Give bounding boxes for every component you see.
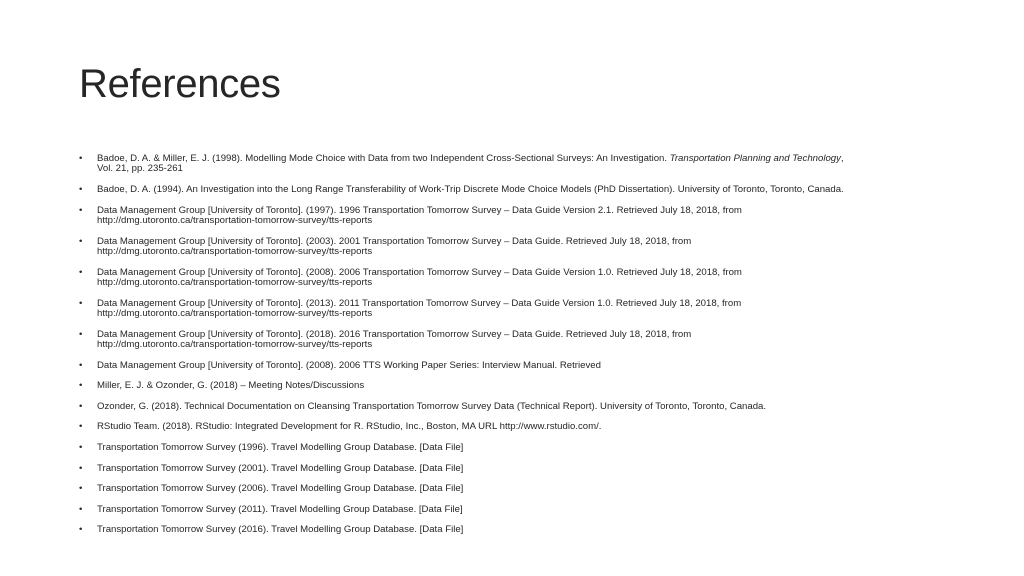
bullet-icon: • xyxy=(79,441,83,453)
reference-line: Vol. 21, pp. 235-261 xyxy=(97,163,183,175)
bullet-icon: • xyxy=(79,421,83,433)
reference-item xyxy=(79,185,949,195)
reference-line: Badoe, D. A. (1994). An Investigation into the Long Range Transferability of Work-Trip Discrete Mode Choice Models (PhD Dissertation). University of Toronto, Toronto, Canada. xyxy=(97,184,844,195)
reference-line: Data Management Group [University of Toronto]. (2008). 2006 Transportation Tomorrow Survey – Data Guide Version 1.0. Retrieved July 18, 2018, from xyxy=(97,266,742,278)
reference-line: Data Management Group [University of Toronto]. (1997). 1996 Transportation Tomorrow Survey – Data Guide Version 2.1. Retrieved July 18, 2018, from xyxy=(97,204,742,216)
bullet-icon: • xyxy=(79,524,83,536)
bullet-icon: • xyxy=(79,153,83,164)
reference-item xyxy=(79,299,949,320)
bullet-icon: • xyxy=(79,483,83,495)
bullet-icon: • xyxy=(79,328,83,340)
reference-text: , xyxy=(840,153,844,164)
reference-line: Transportation Tomorrow Survey (2011). Travel Modelling Group Database. [Data File] xyxy=(97,503,463,515)
reference-item xyxy=(79,422,949,432)
reference-item xyxy=(79,268,949,289)
reference-line: Data Management Group [University of Toronto]. (2003). 2001 Transportation Tomorrow Survey – Data Guide. Retrieved July 18, 2018, from xyxy=(97,235,692,247)
bullet-icon: • xyxy=(79,503,83,515)
reference-line: Transportation Tomorrow Survey (2016). Travel Modelling Group Database. [Data File] xyxy=(97,524,464,536)
reference-line: Transportation Tomorrow Survey (1996). Travel Modelling Group Database. [Data File] xyxy=(97,441,464,453)
bullet-icon: • xyxy=(79,266,83,278)
reference-url: http://dmg.utoronto.ca/transportation-tomorrow-survey/tts-reports xyxy=(97,215,373,226)
reference-line xyxy=(97,154,949,164)
reference-item xyxy=(79,464,949,474)
reference-item xyxy=(79,237,949,258)
bullet-icon: • xyxy=(79,380,83,392)
reference-url: http://dmg.utoronto.ca/transportation-tomorrow-survey/tts-reports xyxy=(97,277,373,288)
reference-item xyxy=(79,381,949,391)
reference-item xyxy=(79,443,949,453)
bullet-icon: • xyxy=(79,400,83,412)
bullet-icon: • xyxy=(79,235,83,247)
reference-item xyxy=(79,361,949,371)
reference-item xyxy=(79,206,949,227)
bullet-icon: • xyxy=(79,359,83,371)
reference-list xyxy=(79,154,949,546)
reference-item xyxy=(79,402,949,412)
reference-url: http://dmg.utoronto.ca/transportation-tomorrow-survey/tts-reports xyxy=(97,246,373,257)
bullet-icon: • xyxy=(79,204,83,216)
reference-line: Data Management Group [University of Toronto]. (2013). 2011 Transportation Tomorrow Survey – Data Guide Version 1.0. Retrieved July 18, 2018, from xyxy=(97,297,742,309)
page-title: References xyxy=(79,62,281,106)
reference-line: Data Management Group [University of Toronto]. (2008). 2006 TTS Working Paper Series: Interview Manual. Retrieved xyxy=(97,359,601,371)
reference-item xyxy=(79,484,949,494)
reference-line: Transportation Tomorrow Survey (2006). Travel Modelling Group Database. [Data File] xyxy=(97,483,464,495)
reference-url: http://dmg.utoronto.ca/transportation-tomorrow-survey/tts-reports xyxy=(97,339,373,350)
reference-item xyxy=(79,525,949,535)
reference-item xyxy=(79,330,949,351)
bullet-icon: • xyxy=(79,462,83,474)
reference-text: Badoe, D. A. & Miller, E. J. (1998). Modelling Mode Choice with Data from two Independent Cross-Sectional Surveys: An Investigation. xyxy=(97,153,670,164)
reference-line: Data Management Group [University of Toronto]. (2018). 2016 Transportation Tomorrow Survey – Data Guide. Retrieved July 18, 2018, from xyxy=(97,328,692,340)
reference-item xyxy=(79,154,949,175)
reference-url: http://dmg.utoronto.ca/transportation-tomorrow-survey/tts-reports xyxy=(97,308,373,319)
reference-line: Miller, E. J. & Ozonder, G. (2018) – Meeting Notes/Discussions xyxy=(97,380,365,392)
reference-line: Ozonder, G. (2018). Technical Documentation on Cleansing Transportation Tomorrow Survey Data (Technical Report). University of Toronto, Toronto, Canada. xyxy=(97,400,767,412)
bullet-icon: • xyxy=(79,184,83,195)
journal-title: Transportation Planning and Technology xyxy=(669,153,841,164)
reference-item xyxy=(79,505,949,515)
bullet-icon: • xyxy=(79,297,83,309)
reference-line: RStudio Team. (2018). RStudio: Integrated Development for R. RStudio, Inc., Boston, MA URL http://www.rstudio.com/. xyxy=(97,421,602,433)
reference-line: Transportation Tomorrow Survey (2001). Travel Modelling Group Database. [Data File] xyxy=(97,462,464,474)
